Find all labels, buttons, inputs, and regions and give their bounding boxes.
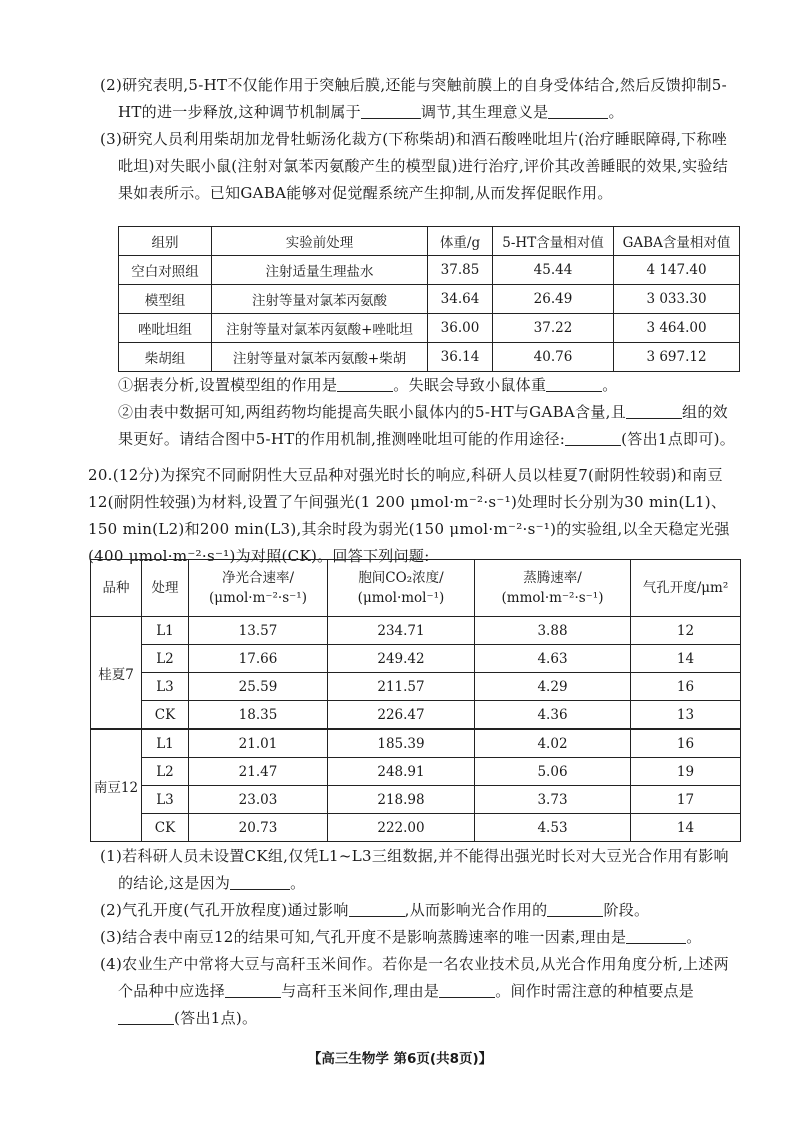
table-cell: 5.06 bbox=[475, 758, 631, 786]
table-cell: 唑吡坦组 bbox=[119, 314, 212, 343]
table-cell: 21.01 bbox=[189, 729, 328, 758]
table-cell: 249.42 bbox=[328, 645, 475, 673]
table-header: 胞间CO₂浓度/ (μmol·mol⁻¹) bbox=[328, 560, 475, 617]
table-cell: 模型组 bbox=[119, 285, 212, 314]
variety-name: 南豆12 bbox=[91, 729, 142, 842]
answer-blank[interactable] bbox=[230, 874, 290, 890]
table-cell: 248.91 bbox=[328, 758, 475, 786]
table-cell: L3 bbox=[142, 786, 189, 814]
table-cell: 211.57 bbox=[328, 673, 475, 701]
table-cell: L3 bbox=[142, 673, 189, 701]
table-cell: 4.36 bbox=[475, 701, 631, 730]
table-cell: 4 147.40 bbox=[614, 256, 740, 285]
answer-blank[interactable] bbox=[565, 430, 621, 446]
table-cell: 3.73 bbox=[475, 786, 631, 814]
table-cell: 21.47 bbox=[189, 758, 328, 786]
table-cell: 18.35 bbox=[189, 701, 328, 730]
table-cell: 222.00 bbox=[328, 814, 475, 842]
q20-intro-text: 20.(12分)为探究不同耐阴性大豆品种对强光时长的响应,科研人员以桂夏7(耐阴性较弱)和南豆12(耐阴性较强)为材料,设置了午间强光(1 200 μmol·m⁻²·s⁻¹)处理时长分别为30 min(L1)、150 min(L2)和200 min(L3),其余时段为弱光(150 μmol·m⁻²·s⁻¹)的实验组,以全天稳定光强(400 μmol·m⁻²·s⁻¹)为对照(CK)。回答下列问题: bbox=[88, 466, 730, 565]
table-cell: 185.39 bbox=[328, 729, 475, 758]
table-cell: 45.44 bbox=[493, 256, 614, 285]
table-cell: L2 bbox=[142, 645, 189, 673]
table-header: 5-HT含量相对值 bbox=[493, 227, 614, 256]
table-cell: 注射等量对氯苯丙氨酸+柴胡 bbox=[212, 343, 428, 372]
table-cell: 13.57 bbox=[189, 617, 328, 645]
answer-blank[interactable] bbox=[546, 376, 602, 392]
answer-blank[interactable] bbox=[439, 982, 495, 998]
answer-blank[interactable] bbox=[547, 901, 603, 917]
table-cell: 36.00 bbox=[428, 314, 493, 343]
table-header: 品种 bbox=[91, 560, 142, 617]
table-cell: 20.73 bbox=[189, 814, 328, 842]
variety-name: 桂夏7 bbox=[91, 617, 142, 730]
table-cell: 4.53 bbox=[475, 814, 631, 842]
table-cell: 19 bbox=[631, 758, 741, 786]
answer-blank[interactable] bbox=[548, 103, 608, 119]
table-cell: 226.47 bbox=[328, 701, 475, 730]
table-row bbox=[119, 314, 740, 343]
table-header-row bbox=[119, 227, 740, 256]
sleep-experiment-table bbox=[118, 226, 740, 372]
table-cell: 25.59 bbox=[189, 673, 328, 701]
table-header: 气孔开度/μm² bbox=[631, 560, 741, 617]
table-cell: 3 697.12 bbox=[614, 343, 740, 372]
q20-intro bbox=[88, 462, 742, 570]
table-cell: 3.88 bbox=[475, 617, 631, 645]
table-cell: CK bbox=[142, 814, 189, 842]
table-row bbox=[91, 673, 741, 701]
table-header: 处理 bbox=[142, 560, 189, 617]
table-cell: L1 bbox=[142, 617, 189, 645]
table-cell: 注射等量对氯苯丙氨酸+唑吡坦 bbox=[212, 314, 428, 343]
table-header: 组别 bbox=[119, 227, 212, 256]
table-row bbox=[91, 814, 741, 842]
table-cell: 37.22 bbox=[493, 314, 614, 343]
table-cell: 26.49 bbox=[493, 285, 614, 314]
table-cell: 3 464.00 bbox=[614, 314, 740, 343]
table-cell: 3 033.30 bbox=[614, 285, 740, 314]
answer-blank[interactable] bbox=[626, 403, 682, 419]
answer-blank[interactable] bbox=[337, 376, 393, 392]
table-cell: 34.64 bbox=[428, 285, 493, 314]
q19-part2-text-mid: 调节,其生理意义是 bbox=[420, 103, 549, 121]
table-cell: CK bbox=[142, 701, 189, 730]
table-row bbox=[91, 645, 741, 673]
q20-subquestions: (1)若科研人员未设置CK组,仅凭L1~L3三组数据,并不能得出强光时长对大豆光合作用有影响的结论,这是因为 。 (2)气孔开度(气孔开放程度)通过影响 ,从而影响光合作用的 阶段。 (3)结合表中南豆12的结果可知,气孔开度不是影响蒸腾速率的唯一因素,理由是 。 (4)农业生产中常将大豆与高秆玉米间作。若你是一名农业技术员,从光合作用角度分析,上述两个品种中应选择 与高秆玉米间作,理由是 。间作时需注意的种植要点是(答出1点)。 bbox=[100, 847, 729, 1027]
table-header: 蒸腾速率/ (mmol·m⁻²·s⁻¹) bbox=[475, 560, 631, 617]
table-cell: 注射适量生理盐水 bbox=[212, 256, 428, 285]
table-header: 实验前处理 bbox=[212, 227, 428, 256]
table-cell: 17 bbox=[631, 786, 741, 814]
table-cell: 4.02 bbox=[475, 729, 631, 758]
table-cell: 14 bbox=[631, 814, 741, 842]
table-row bbox=[119, 285, 740, 314]
answer-blank[interactable] bbox=[118, 1009, 174, 1025]
table-header: GABA含量相对值 bbox=[614, 227, 740, 256]
table-row bbox=[119, 343, 740, 372]
table-cell: 16 bbox=[631, 673, 741, 701]
answer-blank[interactable] bbox=[626, 928, 686, 944]
soybean-light-table bbox=[90, 559, 741, 842]
table-cell: 16 bbox=[631, 729, 741, 758]
page-footer: 【高三生物学 第6页(共8页)】 bbox=[307, 1051, 493, 1067]
table-row bbox=[91, 729, 741, 758]
table-header: 净光合速率/ (μmol·m⁻²·s⁻¹) bbox=[189, 560, 328, 617]
table-cell: 40.76 bbox=[493, 343, 614, 372]
q19-part3-text: (3)研究人员利用柴胡加龙骨牡蛎汤化裁方(下称柴胡)和酒石酸唑吡坦片(治疗睡眠障碍,下称唑吡坦)对失眠小鼠(注射对氯苯丙氨酸产生的模型鼠)进行治疗,评价其改善睡眠的效果,实验结果如表所示。已知GABA能够对促觉醒系统产生抑制,从而发挥促眠作用。 bbox=[100, 130, 728, 202]
table-row bbox=[119, 256, 740, 285]
table-cell: 23.03 bbox=[189, 786, 328, 814]
table-row bbox=[91, 758, 741, 786]
table-cell: 柴胡组 bbox=[119, 343, 212, 372]
q19-part2-text: (2)研究表明,5-HT不仅能作用于突触后膜,还能与突触前膜上的自身受体结合,然后反馈抑制5-HT的进一步释放,这种调节机制属于 bbox=[100, 76, 727, 121]
table-row bbox=[91, 617, 741, 645]
table-row bbox=[91, 701, 741, 730]
table-header-row bbox=[91, 560, 741, 617]
table-cell: 13 bbox=[631, 701, 741, 730]
table-cell: 37.85 bbox=[428, 256, 493, 285]
table-cell: 36.14 bbox=[428, 343, 493, 372]
table-cell: 空白对照组 bbox=[119, 256, 212, 285]
table-row bbox=[91, 786, 741, 814]
table-cell: 4.29 bbox=[475, 673, 631, 701]
table-header: 体重/g bbox=[428, 227, 493, 256]
table-cell: L2 bbox=[142, 758, 189, 786]
table-cell: 234.71 bbox=[328, 617, 475, 645]
q19-part3 bbox=[100, 126, 740, 207]
answer-blank[interactable] bbox=[361, 103, 421, 119]
q19-subquestions: ①据表分析,设置模型组的作用是 。失眠会导致小鼠体重 。 ②由表中数据可知,两组药物均能提高失眠小鼠体内的5-HT与GABA含量,且 组的效果更好。请结合图中5-HT的作用机制,推测唑吡坦可能的作用途径: (答出1点即可)。 bbox=[118, 376, 736, 448]
table-cell: 218.98 bbox=[328, 786, 475, 814]
answer-blank[interactable] bbox=[349, 901, 405, 917]
answer-blank[interactable] bbox=[225, 982, 281, 998]
table-cell: 12 bbox=[631, 617, 741, 645]
table-cell: L1 bbox=[142, 729, 189, 758]
table-cell: 4.63 bbox=[475, 645, 631, 673]
q19-part2: (2)研究表明,5-HT不仅能作用于突触后膜,还能与突触前膜上的自身受体结合,然后反馈抑制5-HT的进一步释放,这种调节机制属于 调节,其生理意义是 。 bbox=[100, 76, 727, 121]
table-cell: 注射等量对氯苯丙氨酸 bbox=[212, 285, 428, 314]
table-cell: 17.66 bbox=[189, 645, 328, 673]
table-cell: 14 bbox=[631, 645, 741, 673]
